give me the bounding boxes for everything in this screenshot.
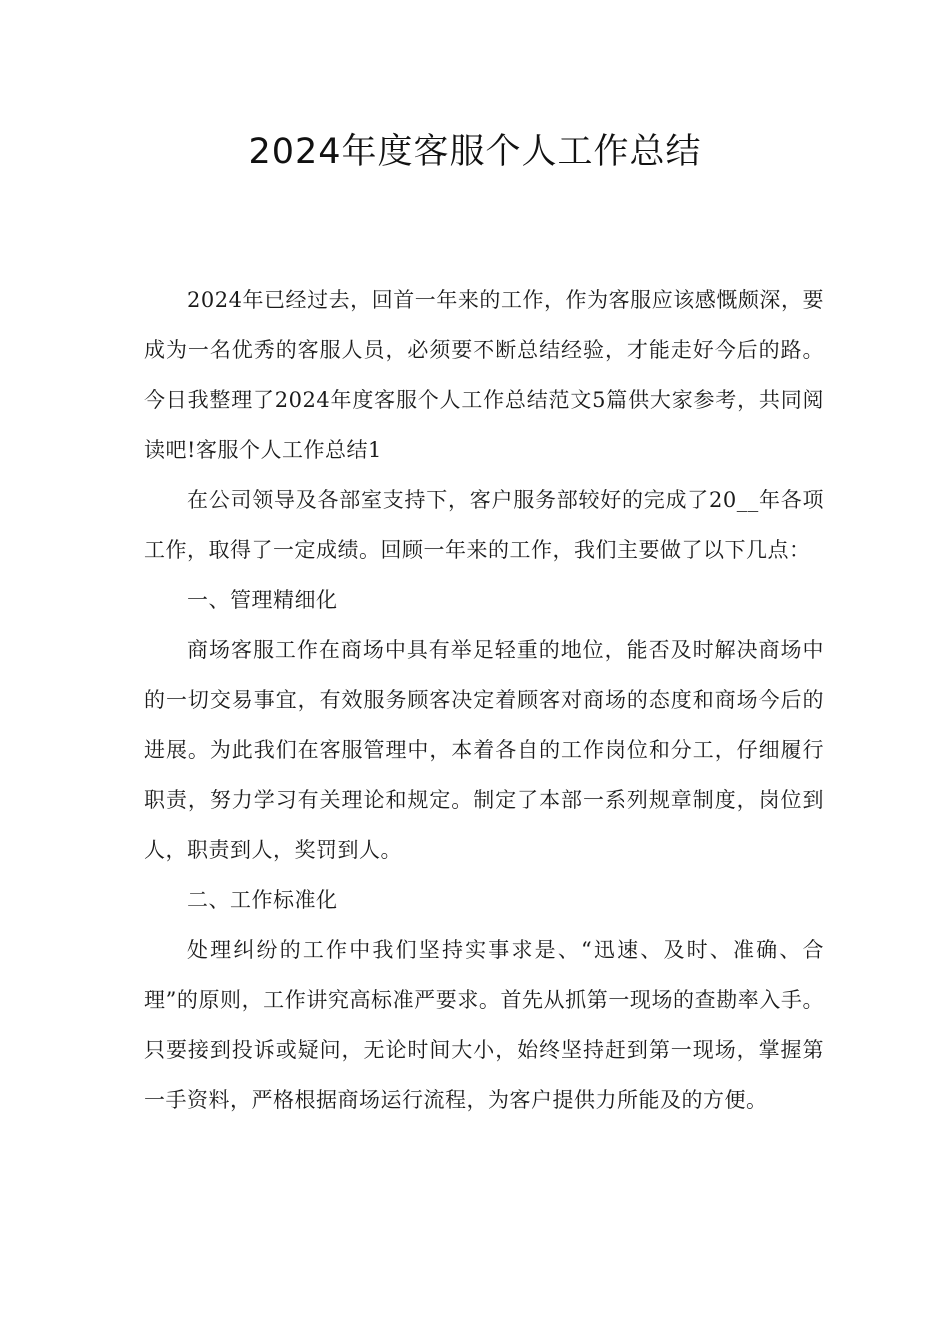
- section-heading-standardization: 二、工作标准化: [187, 888, 338, 912]
- intro-paragraph: 2024年已经过去，回首一年来的工作，作为客服应该感慨颇深，要成为一名优秀的客服人员，必须要不断总结经验，才能走好今后的路。今日我整理了2024年度客服个人工作总结范文5篇供大家参考，共同阅读吧!客服个人工作总结1: [144, 288, 824, 462]
- section-heading-management: 一、管理精细化: [187, 588, 338, 612]
- management-paragraph: 商场客服工作在商场中具有举足轻重的地位，能否及时解决商场中的一切交易事宜，有效服务顾客决定着顾客对商场的态度和商场今后的进展。为此我们在客服管理中，本着各自的工作岗位和分工，仔细履行职责，努力学习有关理论和规定。制定了本部一系列规章制度，岗位到人，职责到人，奖罚到人。: [144, 638, 824, 862]
- overview-paragraph: 在公司领导及各部室支持下，客户服务部较好的完成了20__年各项工作，取得了一定成绩。回顾一年来的工作，我们主要做了以下几点：: [144, 488, 824, 562]
- document-body: [144, 275, 824, 1125]
- document-title: 2024年度客服个人工作总结: [248, 132, 702, 172]
- standardization-paragraph: 处理纠纷的工作中我们坚持实事求是、“迅速、及时、准确、合理”的原则，工作讲究高标准严要求。首先从抓第一现场的查勘率入手。只要接到投诉或疑问，无论时间大小，始终坚持赶到第一现场，掌握第一手资料，严格根据商场运行流程，为客户提供力所能及的方便。: [144, 938, 824, 1112]
